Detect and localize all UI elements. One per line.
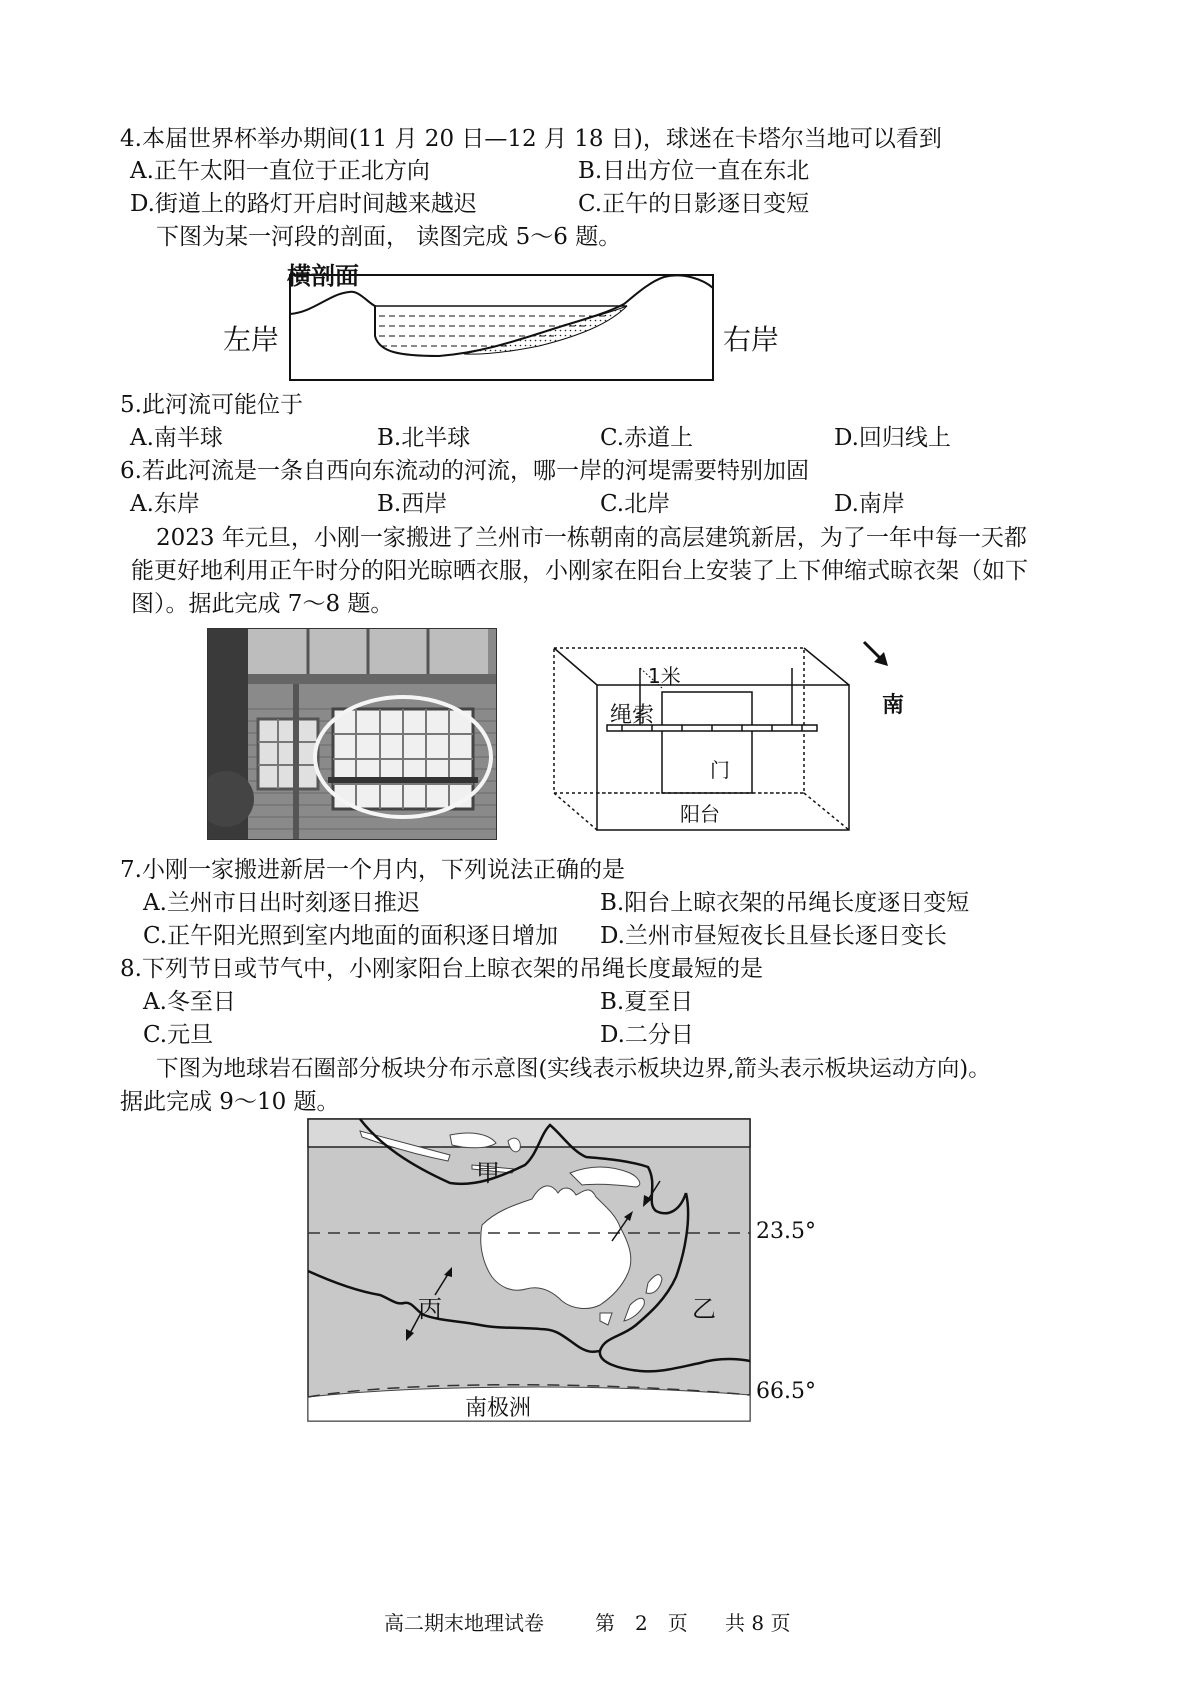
q8-option-a: A.冬至日 (143, 989, 236, 1015)
q8-option-d: D.二分日 (600, 1022, 694, 1048)
q8-option-c: C.元旦 (143, 1022, 214, 1048)
footer-total-pages: 共 8 页 (725, 1611, 791, 1635)
balcony-label: 阳台 (680, 802, 720, 826)
q5-option-d: D.回归线上 (834, 425, 951, 451)
building-photo-illustration (208, 629, 496, 839)
latitude-23-5-label: 23.5° (756, 1219, 816, 1244)
footer-page-number: 第 2 页 (595, 1611, 688, 1635)
plate-map-svg (300, 1115, 825, 1425)
q4-option-d: D.街道上的路灯开启时间越来越迟 (130, 191, 477, 217)
q7-option-a: A.兰州市日出时刻逐日推迟 (143, 890, 420, 916)
antarctica-label: 南极洲 (465, 1396, 532, 1421)
intro-7-8-line3: 图）。据此完成 7～8 题。 (131, 591, 394, 617)
rope-label: 绳索 (610, 703, 655, 728)
plate-map (300, 1115, 825, 1425)
q5-option-c: C.赤道上 (600, 425, 694, 451)
q7-option-c: C.正午阳光照到室内地面的面积逐日增加 (143, 923, 559, 949)
intro-7-8-line1: 2023 年元旦，小刚一家搬进了兰州市一栋朝南的高层建筑新居，为了一年中每一天都 (156, 525, 1027, 551)
intro-7-8-line2: 能更好地利用正午时分的阳光晾晒衣服，小刚家在阳台上安装了上下伸缩式晾衣架（如下 (131, 558, 1028, 584)
latitude-66-5-label: 66.5° (756, 1379, 816, 1404)
q7-option-b: B.阳台上晾衣架的吊绳长度逐日变短 (600, 890, 970, 916)
river-profile-diagram (289, 274, 714, 382)
q4-option-a: A.正午太阳一直位于正北方向 (130, 158, 430, 184)
footer-title: 高二期末地理试卷 (384, 1611, 544, 1635)
balcony-box-diagram (552, 630, 932, 840)
left-bank-label: 左岸 (223, 323, 280, 356)
figure-title: 横剖面 (287, 262, 359, 290)
south-label: 南 (882, 693, 905, 718)
intro-5-6: 下图为某一河段的剖面， 读图完成 5～6 题。 (156, 224, 622, 250)
q6-option-d: D.南岸 (834, 491, 905, 517)
plate-bing-label: 丙 (418, 1295, 442, 1323)
meter-label: 1米 (648, 664, 681, 688)
q8-stem: 8.下列节日或节气中，小刚家阳台上晾衣架的吊绳长度最短的是 (120, 956, 763, 982)
q5-option-b: B.北半球 (377, 425, 471, 451)
balcony-photo (207, 628, 497, 840)
q6-option-b: B.西岸 (377, 491, 448, 517)
q6-option-a: A.东岸 (130, 491, 200, 517)
door-label: 门 (710, 758, 730, 782)
q4-option-b: B.日出方位一直在东北 (578, 158, 810, 184)
q4-stem: 4.本届世界杯举办期间(11 月 20 日—12 月 18 日)，球迷在卡塔尔当地可以看到 (120, 126, 942, 152)
q7-stem: 7.小刚一家搬进新居一个月内，下列说法正确的是 (120, 857, 625, 883)
q6-stem: 6.若此河流是一条自西向东流动的河流，哪一岸的河堤需要特别加固 (120, 458, 809, 484)
river-cross-section-figure (215, 252, 795, 382)
q4-option-c: C.正午的日影逐日变短 (578, 191, 810, 217)
intro-9-10-line2: 据此完成 9～10 题。 (120, 1089, 340, 1115)
plate-jia-label: 甲 (476, 1159, 500, 1187)
q5-option-a: A.南半球 (130, 425, 223, 451)
q6-option-c: C.北岸 (600, 491, 671, 517)
intro-9-10-line1: 下图为地球岩石圈部分板块分布示意图(实线表示板块边界,箭头表示板块运动方向)。 (156, 1056, 991, 1082)
balcony-schematic (552, 630, 932, 840)
q8-option-b: B.夏至日 (600, 989, 694, 1015)
right-bank-label: 右岸 (723, 323, 780, 356)
plate-yi-label: 乙 (692, 1295, 716, 1323)
q7-option-d: D.兰州市昼短夜长且昼长逐日变长 (600, 923, 947, 949)
q5-stem: 5.此河流可能位于 (120, 392, 303, 418)
